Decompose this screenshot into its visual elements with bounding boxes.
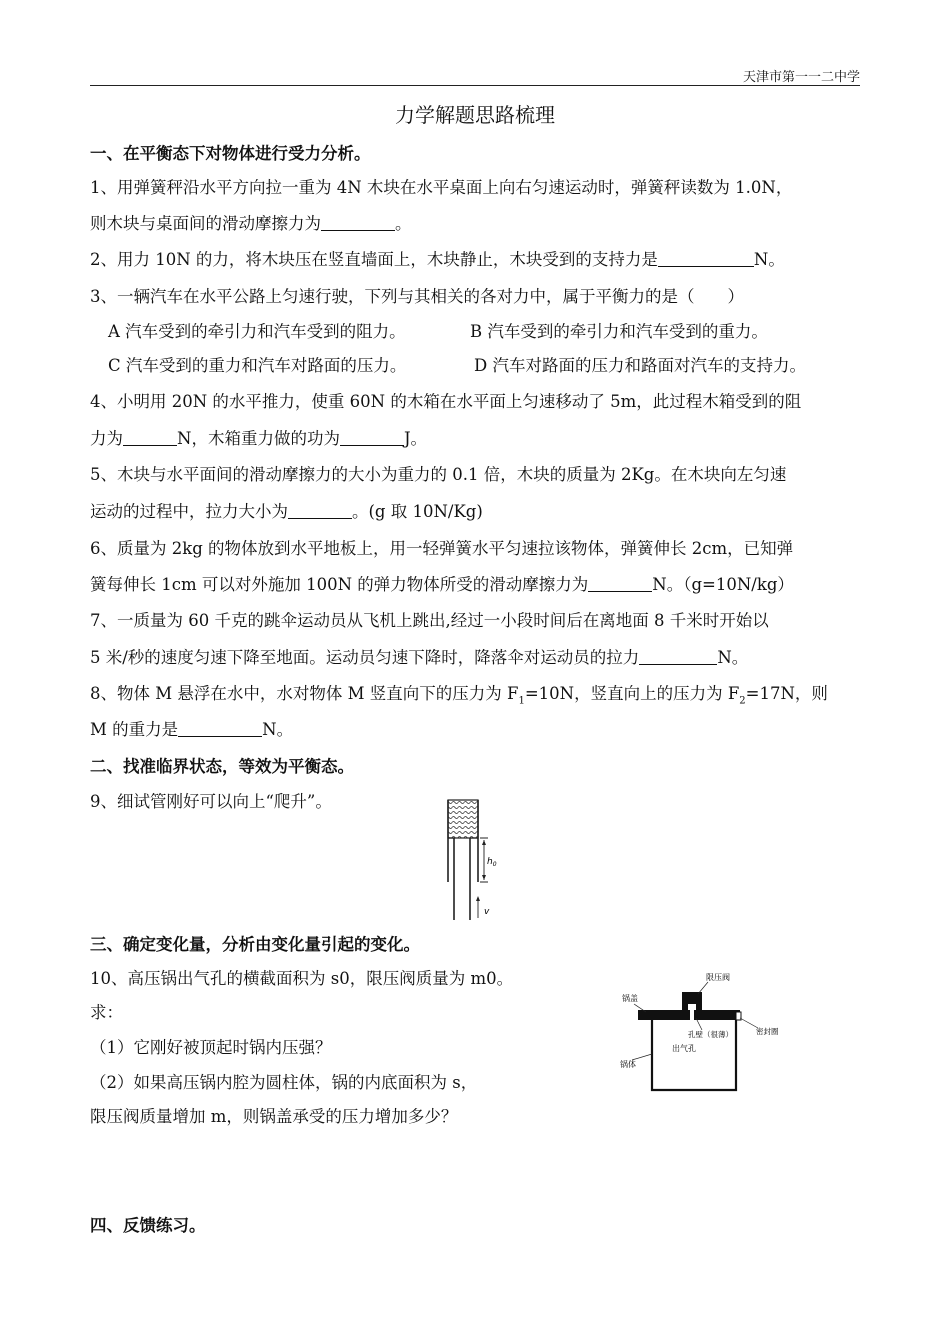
hole-wall-label: 孔壁（很薄） bbox=[688, 1030, 733, 1039]
q5-line-2: 运动的过程中，拉力大小为 。(g 取 10N/Kg) bbox=[90, 502, 483, 521]
q10-line-5: 限压阀质量增加 m，则锅盖承受的压力增加多少？ bbox=[90, 1107, 458, 1126]
header-rule bbox=[90, 85, 860, 86]
q3-option-b: B 汽车受到的牵引力和汽车受到的重力。 bbox=[470, 322, 768, 341]
q4-line-2: 力为 N，木箱重力做的功为 J。 bbox=[90, 429, 428, 448]
body-label: 锅体 bbox=[620, 1060, 636, 1069]
cooker-lid bbox=[638, 1010, 740, 1020]
q6-line-2: 簧每伸长 1cm 可以对外施加 100N 的弹力物体所受的滑动摩擦力为 N。（g=10N/kg） bbox=[90, 575, 794, 594]
q8-line-2: M 的重力是 N。 bbox=[90, 720, 294, 739]
q2-blank[interactable] bbox=[658, 250, 754, 268]
section-3-heading: 三、确定变化量，分析由变化量引起的变化。 bbox=[90, 935, 420, 954]
lid-label: 锅盖 bbox=[622, 994, 638, 1003]
q6-blank[interactable] bbox=[588, 575, 652, 593]
q8-line-1: 8、物体 M 悬浮在水中，水对物体 M 竖直向下的压力为 $F_1=10N$，竖直向上的压力为 $F_2=17N$，则 bbox=[90, 684, 828, 707]
q8-blank[interactable] bbox=[178, 720, 262, 738]
q10-line-4: （2）如果高压锅内腔为圆柱体，锅的内底面积为 s， bbox=[90, 1073, 478, 1092]
seal-label: 密封圈 bbox=[756, 1027, 779, 1036]
q1-blank[interactable] bbox=[321, 214, 395, 232]
q3-option-c: C 汽车受到的重力和汽车对路面的压力。 bbox=[108, 356, 407, 375]
pressure-cooker-diagram bbox=[618, 968, 818, 1096]
q9-text: 9、细试管刚好可以向上“爬升”。 bbox=[90, 792, 332, 811]
q6-line-1: 6、质量为 2kg 的物体放到水平地板上，用一轻弹簧水平匀速拉该物体，弹簧伸长 2cm，已知弹 bbox=[90, 539, 794, 558]
q7-line-1: 7、一质量为 60 千克的跳伞运动员从飞机上跳出,经过一小段时间后在离地面 8 千米时开始以 bbox=[90, 611, 769, 630]
h0-label: $h_0$ bbox=[487, 857, 497, 868]
q2-line: 2、用力 10N 的力，将木块压在竖直墙面上，木块静止，木块受到的支持力是 N。 bbox=[90, 250, 785, 269]
section-2-heading: 二、找准临界状态，等效为平衡态。 bbox=[90, 757, 354, 776]
liquid-region bbox=[448, 800, 478, 838]
q3-option-a: A 汽车受到的牵引力和汽车受到的阻力。 bbox=[108, 322, 406, 341]
q10-line-3: （1）它刚好被顶起时锅内压强？ bbox=[90, 1038, 332, 1057]
q1-line-2: 则木块与桌面间的滑动摩擦力为 。 bbox=[90, 214, 412, 233]
school-name: 天津市第一一二中学 bbox=[742, 70, 860, 85]
q4-blank-1[interactable] bbox=[123, 429, 177, 447]
q3-stem: 3、一辆汽车在水平公路上匀速行驶，下列与其相关的各对力中，属于平衡力的是（ ） bbox=[90, 287, 744, 306]
q7-line-2: 5 米/秒的速度匀速下降至地面。运动员匀速下降时，降落伞对运动员的拉力 N。 bbox=[90, 648, 749, 667]
q10-line-2: 求： bbox=[90, 1003, 123, 1022]
vent-label: 出气孔 bbox=[672, 1044, 696, 1053]
q1-line-1: 1、用弹簧秤沿水平方向拉一重为 4N 木块在水平桌面上向右匀速运动时，弹簧秤读数为 1.0N， bbox=[90, 178, 793, 197]
velocity-label: v bbox=[484, 907, 490, 917]
q7-blank[interactable] bbox=[639, 648, 717, 666]
q5-line-1: 5、木块与水平面间的滑动摩擦力的大小为重力的 0.1 倍，木块的质量为 2Kg。在木块向左匀速 bbox=[90, 465, 787, 484]
valve-label: 限压阀 bbox=[706, 973, 730, 982]
section-1-heading: 一、在平衡态下对物体进行受力分析。 bbox=[90, 144, 371, 163]
section-4-heading: 四、反馈练习。 bbox=[90, 1216, 206, 1235]
q10-line-1: 10、高压锅出气孔的横截面积为 s0，限压阀质量为 m0。 bbox=[90, 969, 514, 988]
q3-option-d: D 汽车对路面的压力和路面对汽车的支持力。 bbox=[474, 356, 806, 375]
q4-blank-2[interactable] bbox=[340, 429, 404, 447]
q5-blank[interactable] bbox=[288, 502, 352, 520]
q4-line-1: 4、小明用 20N 的水平推力，使重 60N 的木箱在水平面上匀速移动了 5m，此过程木箱受到的阻 bbox=[90, 392, 802, 411]
test-tube-diagram bbox=[440, 790, 510, 922]
page-title: 力学解题思路梳理 bbox=[395, 103, 555, 127]
